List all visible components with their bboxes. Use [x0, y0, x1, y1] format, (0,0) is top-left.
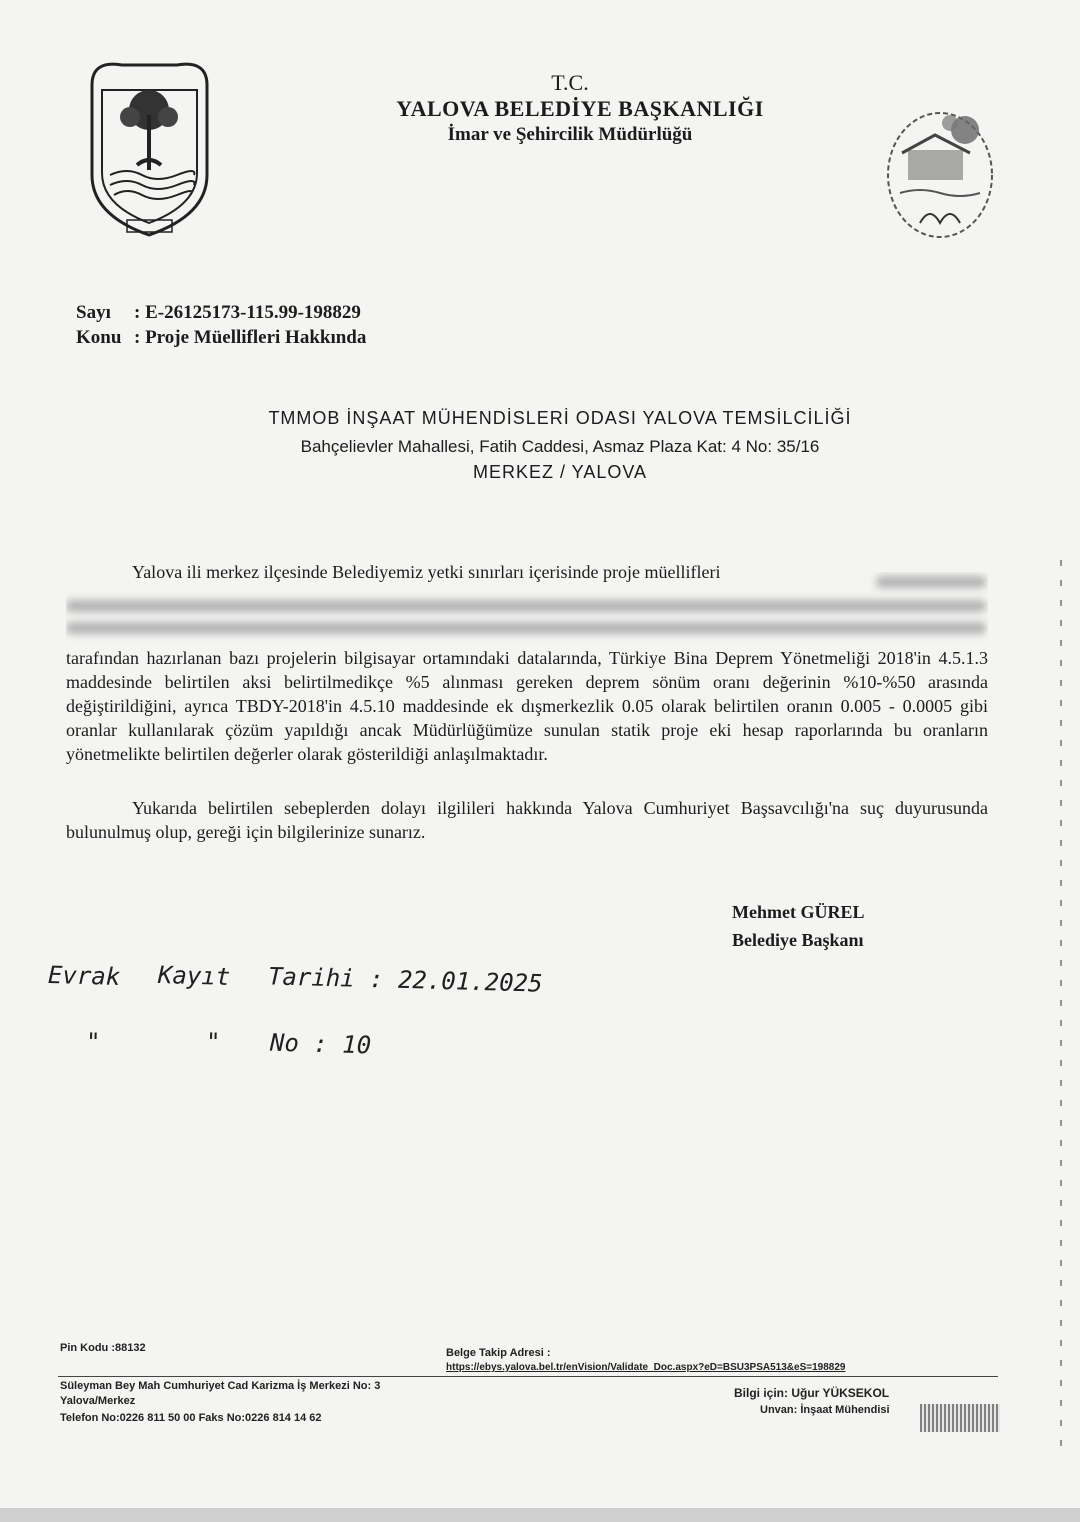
sayi-row [76, 302, 361, 324]
department-name: İmar ve Şehircilik Müdürlüğü [447, 124, 693, 145]
konu-value: : Proje Müellifleri Hakkında [134, 327, 367, 348]
handwritten-evrak: Evrak [47, 961, 121, 991]
konu-row [76, 327, 366, 349]
handwritten-ditto-2: " [205, 1027, 221, 1057]
recipient-line-1: TMMOB İNŞAAT MÜHENDİSLERİ ODASI YALOVA TEMSİLCİLİĞİ [268, 408, 852, 428]
scan-edge-marks [1060, 560, 1062, 1460]
footer-info: Bilgi için: Uğur YÜKSEKOL [734, 1386, 890, 1400]
konu-label: Konu [76, 327, 122, 348]
recipient-line-2: Bahçelievler Mahallesi, Fatih Caddesi, Asmaz Plaza Kat: 4 No: 35/16 [300, 437, 820, 456]
tracking-label: Belge Takip Adresi : [446, 1347, 551, 1359]
paragraph-1-text: tarafından hazırlanan bazı projelerin bilgisayar ortamındaki datalarında, Türkiye Bina Deprem Yönetmeliği 2018'in 4.5.1.3 maddesinde belirtilen aksi belirtilmedikçe %5 alınması gereken deprem sönüm oranı değerinin %10-%50 arasında değiştirildiğini, ayrıca TBDY-2018'in 4.5.10 maddesinde ek dışmerkezlik 0.05 olarak belirtilen oranın 0.005 - 0.0005 gibi oranlar kullanılarak çözüm yapıldığı ancak Müdürlüğümüze sunulan statik proje eki hesap raporlarında bu oranların yönetmelikte belirtilen değerler olarak gösterildiği anlaşılmaktadır. [66, 648, 988, 764]
kosk-stamp-icon [880, 95, 1000, 245]
signer-title: Belediye Başkanı [732, 930, 864, 950]
redacted-names-block [66, 572, 988, 644]
footer-phone: Telefon No:0226 811 50 00 Faks No:0226 814 14 62 [60, 1412, 322, 1424]
pin-code: Pin Kodu :88132 [60, 1342, 146, 1354]
scan-bottom-edge [0, 1508, 1080, 1522]
header-tc: T.C. [551, 70, 589, 95]
handwritten-no: No : 10 [269, 1028, 372, 1060]
barcode-icon [920, 1404, 1000, 1432]
footer-unvan: Unvan: İnşaat Mühendisi [760, 1404, 890, 1416]
footer-divider [58, 1376, 998, 1377]
paragraph-1-first-line: Yalova ili merkez ilçesinde Belediyemiz yetki sınırları içerisinde proje müellifleri [132, 562, 721, 582]
handwritten-tarih: Tarihi : 22.01.2025 [267, 962, 543, 998]
body-paragraph-2 [66, 796, 988, 844]
sayi-label: Sayı [76, 302, 111, 323]
handwritten-ditto-1: " [85, 1027, 101, 1057]
footer-address-2: Yalova/Merkez [60, 1395, 136, 1407]
tracking-url-link[interactable]: https://ebys.yalova.bel.tr/enVision/Validate_Doc.aspx?eD=BSU3PSA513&eS=198829 [446, 1362, 846, 1373]
body-paragraph-1 [66, 646, 988, 766]
recipient-line-3: MERKEZ / YALOVA [472, 462, 648, 482]
sayi-value: : E-26125173-115.99-198829 [134, 302, 361, 323]
yalova-municipality-seal-icon [82, 55, 217, 240]
paragraph-2-text: Yukarıda belirtilen sebeplerden dolayı ilgilileri hakkında Yalova Cumhuriyet Başsavcılığı'na suç duyurusunda bulunulmuş olup, gereği için bilgilerinize sunarız. [66, 798, 988, 842]
institution-name: YALOVA BELEDİYE BAŞKANLIĞI [396, 96, 764, 121]
signer-name: Mehmet GÜREL [732, 902, 865, 922]
footer-address-1: Süleyman Bey Mah Cumhuriyet Cad Karizma İş Merkezi No: 3 [60, 1380, 381, 1392]
handwritten-kayit: Kayıt [157, 961, 231, 991]
